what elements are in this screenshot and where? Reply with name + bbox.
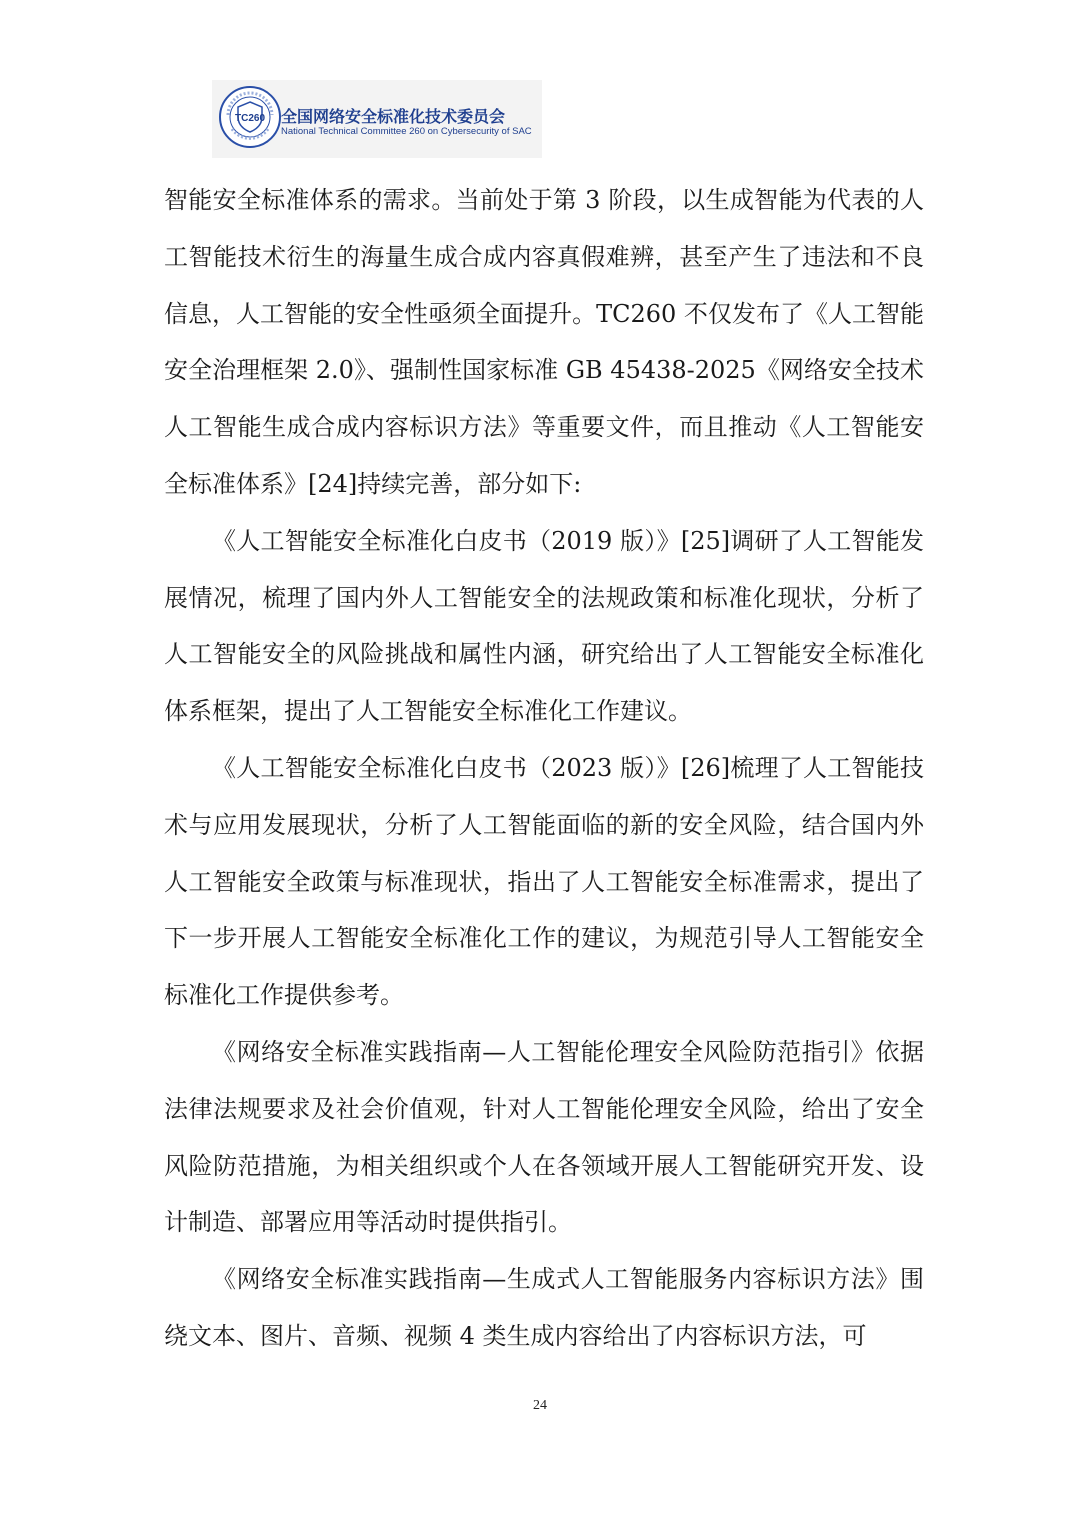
tc260-logo xyxy=(218,85,282,149)
logo-text: TC260 xyxy=(234,113,266,124)
org-name-cn: 全国网络安全标准化技术委员会 xyxy=(281,107,506,126)
paragraph: 《网络安全标准实践指南—生成式人工智能服务内容标识方法》围绕文本、图片、音频、视频 4 类生成内容给出了内容标识方法，可 xyxy=(164,1265,924,1350)
org-name-en: National Technical Committee 260 on Cybersecurity of SAC xyxy=(281,126,532,137)
paragraph: 《网络安全标准实践指南—人工智能伦理安全风险防范指引》依据法律法规要求及社会价值观，针对人工智能伦理安全风险，给出了安全风险防范措施，为相关组织或个人在各领域开展人工智能研究开发、设计制造、部署应用等活动时提供指引。 xyxy=(164,1037,924,1237)
page-number: 24 xyxy=(533,1398,547,1413)
paragraph: 《人工智能安全标准化白皮书（2019 版）》[25]调研了人工智能发展情况，梳理了国内外人工智能安全的法规政策和标准化现状，分析了人工智能安全的风险挑战和属性内涵，研究给出了人工智能安全标准化体系框架，提出了人工智能安全标准化工作建议。 xyxy=(164,526,924,726)
body-text xyxy=(164,172,924,1365)
paragraph: 《人工智能安全标准化白皮书（2023 版）》[26]梳理了人工智能技术与应用发展现状，分析了人工智能面临的新的安全风险，结合国内外人工智能安全政策与标准现状，指出了人工智能安全标准需求，提出了下一步开展人工智能安全标准化工作的建议，为规范引导人工智能安全标准化工作提供参考。 xyxy=(164,753,924,1010)
paragraph: 智能安全标准体系的需求。当前处于第 3 阶段，以生成智能为代表的人工智能技术衍生的海量生成合成内容真假难辨，甚至产生了违法和不良信息，人工智能的安全性亟须全面提升。TC260 不仅发布了《人工智能安全治理框架 2.0》、强制性国家标准 GB 45438-2025《网络安全技术 人工智能生成合成内容标识方法》等重要文件，而且推动《人工智能安全标准体系》[24]持续完善，部分如下: xyxy=(164,186,924,498)
